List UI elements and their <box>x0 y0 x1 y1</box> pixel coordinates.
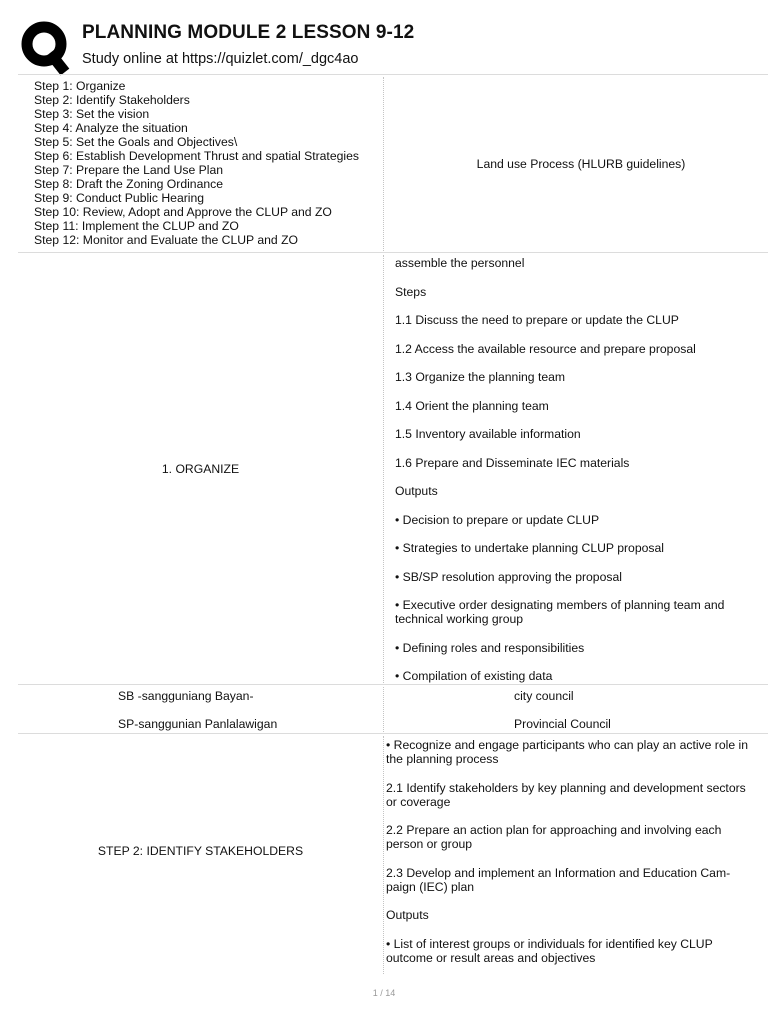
definition-line: • Decision to prepare or update CLUP <box>395 512 600 527</box>
definition-line: 1.5 Inventory available information <box>395 427 581 441</box>
definition-line: Outputs <box>386 908 429 922</box>
flashcard-row-sb-sp <box>18 684 768 734</box>
definition-line: 1.6 Prepare and Disseminate IEC materials <box>395 455 630 470</box>
step-item: Step 9: Conduct Public Hearing <box>34 191 205 205</box>
definition-line: 2.2 Prepare an action plan for approaching and involving each person or group <box>386 823 722 851</box>
step-item: Step 3: Set the vision <box>34 107 150 121</box>
flashcard-row-land-use <box>18 74 768 253</box>
definition-line: assemble the personnel <box>395 256 525 270</box>
study-online-link[interactable]: Study online at https://quizlet.com/_dgc4ao <box>82 51 359 67</box>
step-item: Step 7: Prepare the Land Use Plan <box>34 163 224 177</box>
definition-list <box>386 738 758 979</box>
term-cell <box>18 253 383 685</box>
definition-line: 2.3 Develop and implement an Information and Education Cam-paign (IEC) plan <box>386 865 731 894</box>
definition-line: 1.2 Access the available resource and prepare proposal <box>395 341 696 356</box>
term-cell <box>18 734 383 976</box>
definition-line: 2.1 Identify stakeholders by key planning and development sectors or coverage <box>386 780 746 809</box>
step-item: Step 1: Organize <box>34 79 126 93</box>
step-item: Step 4: Analyze the situation <box>34 121 188 135</box>
definition-line: • Compilation of existing data <box>395 669 553 683</box>
definition-cell <box>384 685 768 734</box>
definition-line: • List of interest groups or individuals for identified key CLUP outcome or result areas and objectives <box>386 936 713 965</box>
term-text: SP-sanggunian Panlalawigan <box>118 717 278 731</box>
definition-line: • Strategies to undertake planning CLUP proposal <box>395 541 664 555</box>
definition-text: Provincial Council <box>514 717 611 731</box>
page-number: 1 / 14 <box>372 988 396 998</box>
step-item: Step 10: Review, Adopt and Approve the CLUP and ZO <box>34 205 332 219</box>
step-item: Step 6: Establish Development Thrust and spatial Strategies <box>34 149 359 163</box>
step-item: Step 11: Implement the CLUP and ZO <box>34 219 239 233</box>
term-cell <box>18 685 383 734</box>
term-text: SB -sangguniang Bayan- <box>118 689 254 703</box>
step-item: Step 8: Draft the Zoning Ordinance <box>34 177 224 191</box>
definition-line: 1.3 Organize the planning team <box>395 370 566 384</box>
definition-line: • Recognize and engage participants who can play an active role in the planning process <box>386 738 748 766</box>
page-header <box>0 0 768 74</box>
definition-list <box>395 256 747 698</box>
definition-line: Outputs <box>395 484 438 498</box>
definition-line: • SB/SP resolution approving the proposal <box>395 569 622 584</box>
definition-line: 1.4 Orient the planning team <box>395 398 549 413</box>
step-item: Step 2: Identify Stakeholders <box>34 93 190 107</box>
definition-line: • Executive order designating members of planning team and technical working group <box>395 598 725 626</box>
definition-cell <box>384 75 768 253</box>
flashcard-row-identify-stakeholders <box>18 733 768 976</box>
step-item: Step 12: Monitor and Evaluate the CLUP and ZO <box>34 233 298 247</box>
quizlet-logo-icon <box>20 18 70 76</box>
definition-cell <box>384 734 768 976</box>
definition-line: • Defining roles and responsibilities <box>395 640 585 655</box>
definition-cell <box>384 253 768 685</box>
steps-list <box>34 79 359 247</box>
definition-line: Steps <box>395 284 427 299</box>
definition-text: city council <box>514 689 574 703</box>
flashcard-row-organize <box>18 252 768 685</box>
definition-text: Land use Process (HLURB guidelines) <box>476 157 686 171</box>
step-item: Step 5: Set the Goals and Objectives\ <box>34 135 238 149</box>
term-cell <box>18 75 383 253</box>
definition-line: 1.1 Discuss the need to prepare or update the CLUP <box>395 313 679 327</box>
page-title: PLANNING MODULE 2 LESSON 9-12 <box>82 22 415 43</box>
term-text: STEP 2: IDENTIFY STAKEHOLDERS <box>97 844 304 858</box>
term-text: 1. ORGANIZE <box>161 462 240 476</box>
